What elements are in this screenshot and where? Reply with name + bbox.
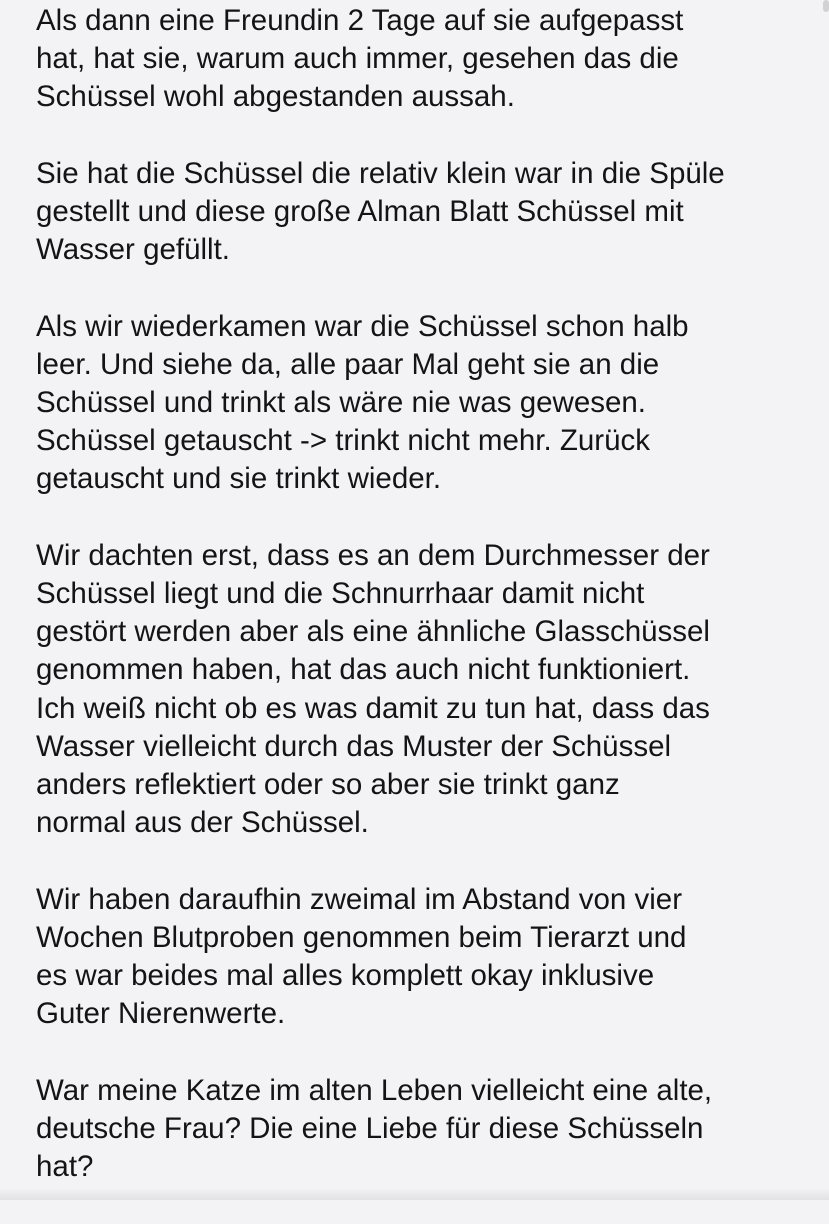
note-paragraph-3 [36, 308, 816, 499]
note-body[interactable] [36, 2, 816, 1224]
note-paragraph-2 [36, 155, 816, 270]
note-line: Schüssel liegt und die Schnurrhaar damit nicht [36, 577, 645, 610]
note-line: War meine Katze im alten Leben vielleicht eine alte, [36, 1073, 713, 1107]
note-paragraph-1 [36, 2, 816, 117]
note-paragraph-4 [36, 537, 816, 843]
note-line: Sie hat die Schüssel die relativ klein war in die Spüle [36, 156, 725, 190]
note-line: Schüssel getauscht -> trinkt nicht mehr. Zurück [36, 424, 651, 458]
note-line: Ich weiß nicht ob es was damit zu tun hat, dass das [36, 691, 710, 725]
note-line: gestellt und diese große Alman Blatt Schüssel mit [36, 195, 684, 228]
note-line: genommen haben, hat das auch nicht funktioniert. [36, 653, 691, 687]
note-line: getauscht und sie trinkt wieder. [36, 462, 442, 496]
note-line: hat, hat sie, warum auch immer, gesehen das die [36, 42, 679, 76]
note-line: deutsche Frau? Die eine Liebe für diese Schüsseln [36, 1111, 704, 1145]
note-paragraph-6 [36, 1072, 816, 1187]
note-line: Als dann eine Freundin 2 Tage auf sie aufgepasst [36, 4, 684, 37]
note-line: Guter Nierenwerte. [36, 997, 286, 1031]
bottom-edge [0, 1188, 829, 1200]
scroll-indicator[interactable] [823, 0, 829, 12]
note-line: leer. Und siehe da, alle paar Mal geht sie an die [36, 347, 660, 381]
note-paragraph-5 [36, 881, 816, 1034]
note-line: anders reflektiert oder so aber sie trinkt ganz [36, 768, 620, 802]
note-line: normal aus der Schüssel. [36, 806, 369, 840]
note-line: Wochen Blutproben genommen beim Tierarzt und [36, 920, 687, 954]
note-line: Wir dachten erst, dass es an dem Durchmesser der [36, 538, 710, 572]
note-line: Schüssel wohl abgestanden aussah. [36, 80, 515, 114]
note-line: Wir haben daraufhin zweimal im Abstand von vier [36, 882, 683, 916]
note-line: es war beides mal alles komplett okay inklusive [36, 959, 655, 993]
note-line: Wasser gefüllt. [36, 233, 230, 267]
note-line: Schüssel und trinkt als wäre nie was gewesen. [36, 386, 646, 419]
note-line: Wasser vielleicht durch das Muster der Schüssel [36, 729, 672, 763]
note-line: gestört werden aber als eine ähnliche Glasschüssel [36, 615, 710, 649]
note-line: Als wir wiederkamen war die Schüssel schon halb [36, 309, 689, 343]
note-line: hat? [36, 1150, 94, 1184]
